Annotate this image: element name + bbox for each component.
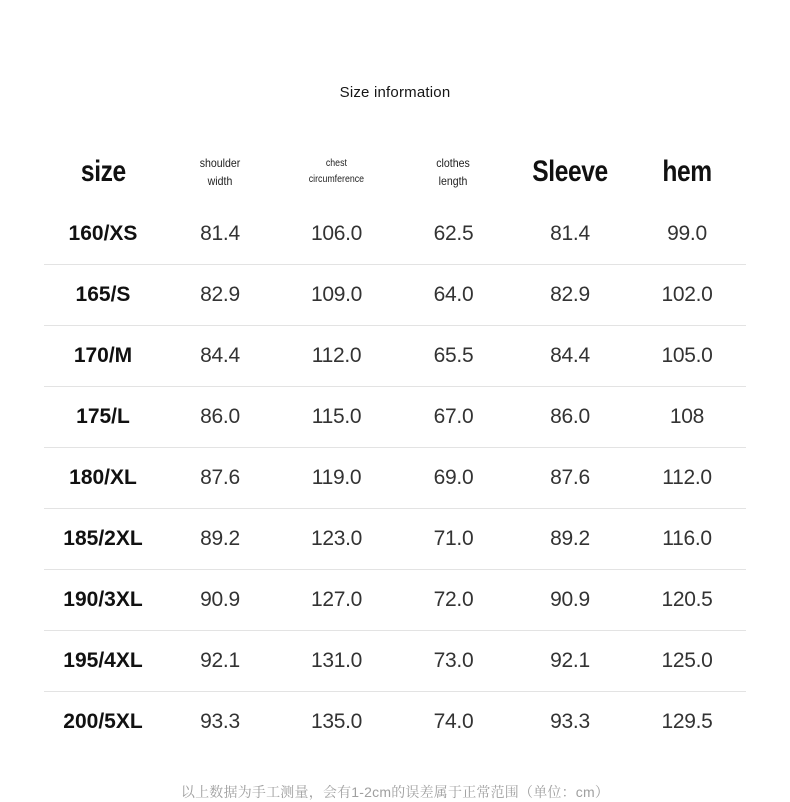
header-shoulder-line1: shoulder: [199, 156, 241, 170]
length-cell: 71.0: [433, 527, 474, 550]
shoulder-cell: 93.3: [200, 710, 240, 733]
shoulder-cell: 92.1: [200, 649, 240, 672]
size-table: [44, 140, 746, 752]
chest-cell: 135.0: [310, 710, 363, 733]
table-row: [44, 692, 746, 752]
length-cell: 73.0: [433, 649, 474, 672]
chest-cell: 123.0: [310, 527, 363, 550]
chest-cell: 127.0: [310, 588, 363, 611]
header-shoulder-line2: width: [207, 174, 233, 188]
chest-cell: 106.0: [310, 222, 363, 245]
chest-cell: 115.0: [311, 405, 362, 428]
shoulder-cell: 82.9: [200, 283, 240, 306]
header-chest-line1: chest: [325, 158, 348, 169]
header-hem: [628, 155, 746, 189]
table-row: [44, 509, 746, 570]
shoulder-cell: 86.0: [200, 405, 240, 428]
chest-cell: 112.0: [311, 344, 362, 367]
table-row: [44, 570, 746, 631]
size-cell: 165/S: [75, 283, 131, 306]
length-cell: 74.0: [433, 710, 474, 733]
size-cell: 170/M: [73, 344, 133, 367]
hem-cell: 112.0: [662, 466, 712, 489]
measurement-footnote: 以上数据为手工测量，会有1-2cm的误差属于正常范围（单位：cm）: [180, 784, 610, 800]
header-clothes-line1: clothes: [436, 156, 471, 170]
header-clothes-length: [395, 154, 512, 190]
sleeve-cell: 82.9: [550, 283, 590, 306]
sleeve-cell: 90.9: [550, 588, 590, 611]
length-cell: 72.0: [433, 588, 474, 611]
size-cell: 160/XS: [68, 222, 138, 245]
size-cell: 185/2XL: [63, 527, 143, 550]
table-row: [44, 204, 746, 265]
header-clothes-line2: length: [439, 174, 468, 188]
chest-cell: 119.0: [311, 466, 362, 489]
sleeve-cell: 87.6: [550, 466, 590, 489]
shoulder-cell: 81.4: [200, 222, 240, 245]
sleeve-cell: 86.0: [550, 405, 590, 428]
hem-cell: 99.0: [667, 222, 707, 245]
shoulder-cell: 84.4: [200, 344, 240, 367]
length-cell: 65.5: [433, 344, 474, 367]
table-row: [44, 631, 746, 692]
hem-cell: 102.0: [661, 283, 713, 306]
sleeve-cell: 84.4: [550, 344, 590, 367]
header-chest-circumference: [278, 156, 395, 188]
table-row: [44, 387, 746, 448]
table-row: [44, 326, 746, 387]
size-cell: 175/L: [76, 405, 130, 428]
hem-cell: 120.5: [661, 588, 713, 611]
shoulder-cell: 90.9: [200, 588, 240, 611]
header-chest-line2: circumference: [308, 174, 365, 185]
hem-cell: 129.5: [661, 710, 713, 733]
header-size: [44, 155, 162, 189]
chest-cell: 131.0: [310, 649, 363, 672]
size-cell: 190/3XL: [63, 588, 143, 611]
length-cell: 62.5: [433, 222, 474, 245]
page-title: Size information: [339, 84, 451, 101]
length-cell: 64.0: [433, 283, 474, 306]
size-cell: 200/5XL: [63, 710, 143, 733]
size-cell: 180/XL: [69, 466, 137, 489]
sleeve-cell: 92.1: [550, 649, 590, 672]
sleeve-cell: 93.3: [550, 710, 590, 733]
header-sleeve: [512, 155, 628, 189]
hem-cell: 125.0: [661, 649, 713, 672]
hem-cell: 116.0: [662, 527, 712, 550]
table-row: [44, 448, 746, 509]
sleeve-cell: 81.4: [550, 222, 590, 245]
header-sleeve-label: Sleeve: [532, 155, 608, 188]
table-row: [44, 265, 746, 326]
table-header: [44, 140, 746, 204]
shoulder-cell: 89.2: [200, 527, 240, 550]
header-shoulder-width: [162, 154, 278, 190]
hem-cell: 105.0: [661, 344, 713, 367]
header-hem-label: hem: [662, 155, 712, 188]
size-cell: 195/4XL: [63, 649, 143, 672]
hem-cell: 108: [669, 405, 705, 428]
length-cell: 69.0: [433, 466, 474, 489]
chest-cell: 109.0: [310, 283, 363, 306]
length-cell: 67.0: [433, 405, 474, 428]
sleeve-cell: 89.2: [550, 527, 590, 550]
header-size-label: size: [80, 155, 126, 188]
shoulder-cell: 87.6: [200, 466, 240, 489]
